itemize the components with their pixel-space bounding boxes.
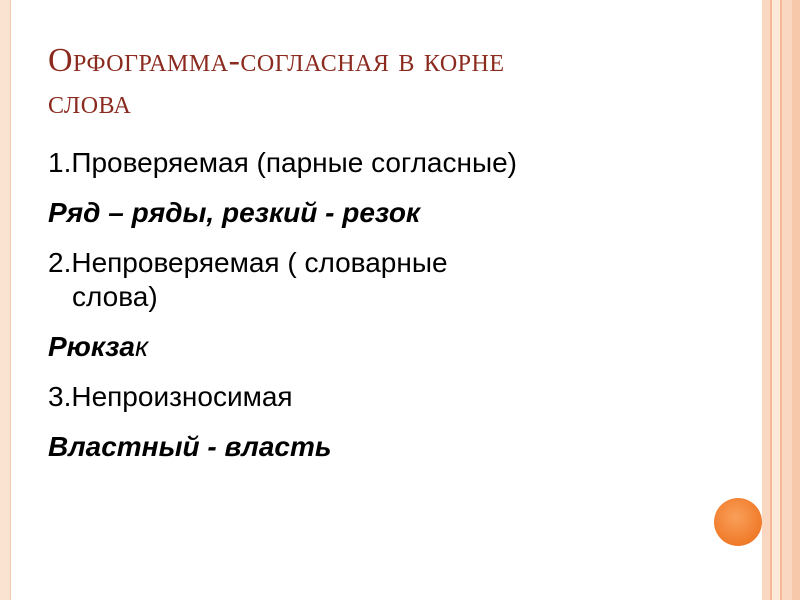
item-uncheckable [48, 246, 728, 314]
item-uncheckable-main: 2.Непроверяемая ( словарные [48, 247, 448, 278]
item-checkable: 1.Проверяемая (парные согласные) [48, 147, 517, 178]
title-line-2: слова [48, 84, 132, 121]
item-unpronounceable: 3.Непроизносимая [48, 381, 293, 412]
example-uncheckable [48, 330, 728, 364]
right-decorative-stripes [758, 0, 800, 600]
example-unpronounceable: Властный - власть [48, 431, 332, 462]
left-border-line [10, 0, 11, 600]
example-uncheckable-bold: Рюкза [48, 331, 135, 362]
item-uncheckable-cont: слова) [72, 281, 158, 312]
slide-title [48, 40, 728, 124]
title-line-1: Орфограмма-согласная в корне [48, 42, 505, 79]
example-uncheckable-plain: к [134, 331, 149, 362]
slide-content [48, 146, 728, 480]
orange-circle-decoration [714, 498, 762, 546]
example-checkable: Ряд – ряды, резкий - резок [48, 197, 421, 228]
left-decorative-border [0, 0, 10, 600]
